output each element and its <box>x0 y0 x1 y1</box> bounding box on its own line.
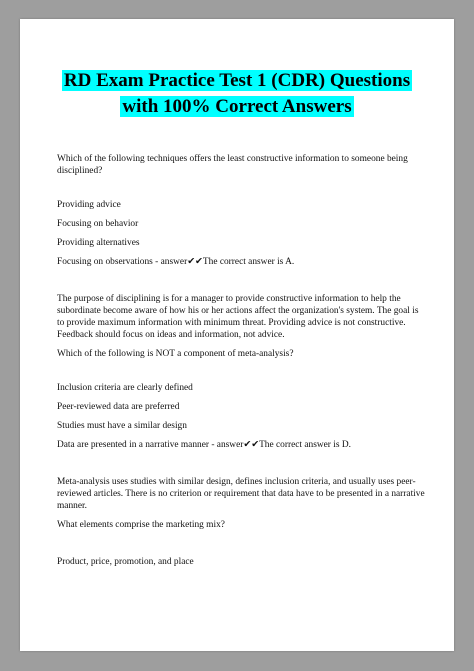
q1-option-a: Providing advice <box>57 200 121 210</box>
q3-answer: Product, price, promotion, and place <box>57 557 194 567</box>
q2-option-c: Studies must have a similar design <box>57 421 187 431</box>
question-3-text: What elements comprise the marketing mix? <box>57 520 225 530</box>
title-line-2: with 100% Correct Answers <box>122 96 352 117</box>
q1-answer: Focusing on observations - answer✔✔The correct answer is A. <box>57 257 295 267</box>
document-page <box>20 19 454 651</box>
question-1-text: Which of the following techniques offers the least constructive information to someone being disciplined? <box>57 154 408 176</box>
question-2-text: Which of the following is NOT a component of meta-analysis? <box>57 349 294 359</box>
q1-explanation: The purpose of disciplining is for a manager to provide constructive information to help the subordinate become aware of how his or her actions affect the organization's system. The goal is to provide maximum information with minimum threat. Providing advice is not constructive. Feedback should focus on ideas and information, not advice. <box>57 294 419 340</box>
q2-explanation: Meta-analysis uses studies with similar design, defines inclusion criteria, and usually uses peer-reviewed articles. There is no criterion or requirement that data have to be presented in a narrative manner. <box>57 477 425 511</box>
title-line-1: RD Exam Practice Test 1 (CDR) Questions <box>63 70 411 91</box>
q2-answer: Data are presented in a narrative manner - answer✔✔The correct answer is D. <box>57 440 351 450</box>
q1-option-c: Providing alternatives <box>57 238 140 248</box>
document-title <box>20 68 454 120</box>
q2-option-a: Inclusion criteria are clearly defined <box>57 383 193 393</box>
q1-option-b: Focusing on behavior <box>57 219 139 229</box>
q2-option-b: Peer-reviewed data are preferred <box>57 402 180 412</box>
